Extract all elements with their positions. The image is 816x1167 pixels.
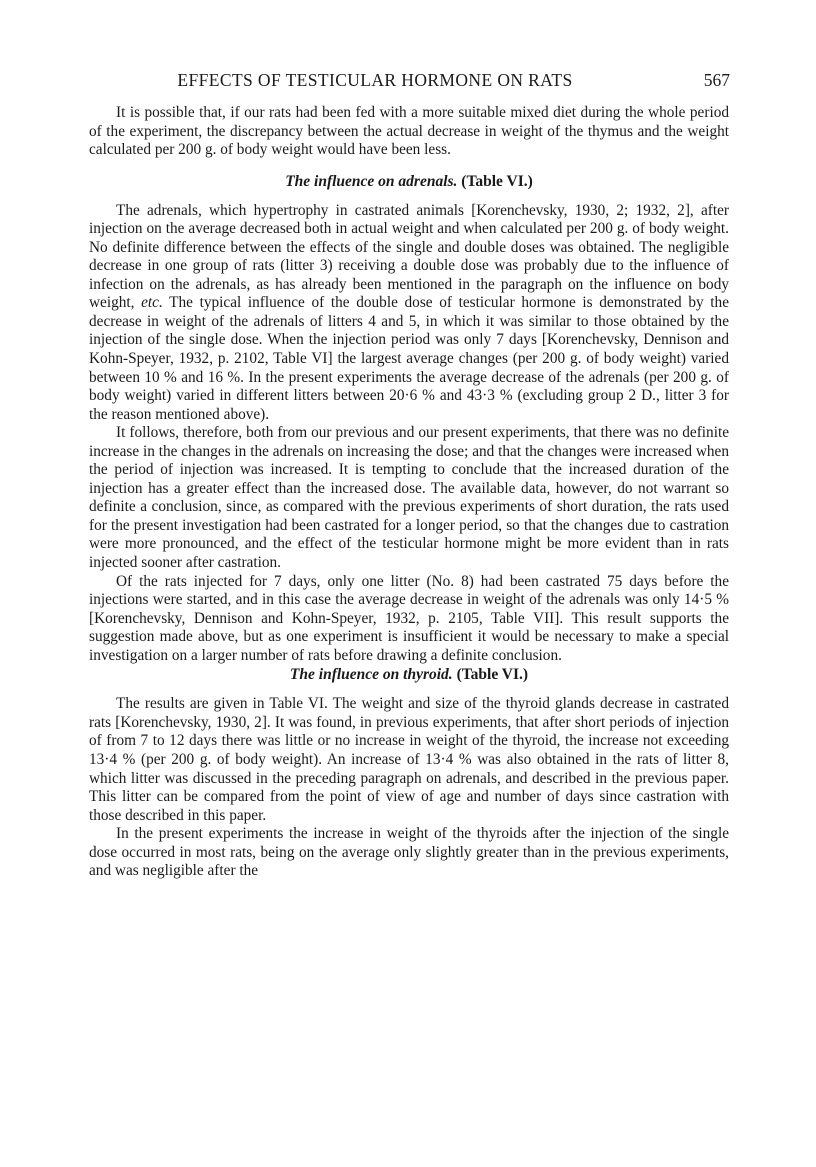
running-title: EFFECTS OF TESTICULAR HORMONE ON RATS — [177, 70, 573, 90]
heading-thyroid-title: The influence on thyroid. — [289, 666, 453, 684]
section-heading-adrenals — [89, 172, 729, 192]
page-header — [80, 70, 730, 94]
paragraph-adrenals-results — [89, 202, 729, 425]
paragraph-adrenals-part-1: The adrenals, which hypertrophy in castrated animals [Korenchevsky, 1930, 2; 1932, 2], after injection on the average decreased both in actual weight and when calculated per 200 g. of body weight. No definite difference between the effects of the single and double doses was obtained. The negligible decrease in one group of rats (litter 3) receiving a double dose was probably due to the influence of infection on the adrenals, as has already been mentioned in the paragraph on the influence on body weight, — [89, 201, 729, 312]
paragraph-adrenals-litter-8: Of the rats injected for 7 days, only one litter (No. 8) had been castrated 75 days before the injections were started, and in this case the average decrease in weight of the adrenals was only 14·5 % [Korenchevsky, Dennison and Kohn-Speyer, 1932, p. 2105, Table VII]. This result supports the suggestion made above, but as one experiment is insufficient it would be necessary to make a special investigation on a larger number of rats before drawing a definite conclusion. — [89, 572, 729, 664]
paragraph-adrenals-conclusion: It follows, therefore, both from our previous and our present experiments, that there was no definite increase in the changes in the adrenals on increasing the dose; and that the changes were increased when the period of injection was increased. It is tempting to conclude that the increased duration of the injection has a greater effect than the increased dose. The available data, however, do not warrant so definite a conclusion, since, as compared with the previous experiments of short duration, the rats used for the present investigation had been castrated for a longer period, so that the changes due to castration were more pronounced, and the effect of the testicular hormone might be more evident than in rats injected sooner after castration. — [89, 424, 729, 572]
heading-thyroid-table-ref: (Table VI.) — [452, 666, 529, 684]
paragraph-thyroid-results: The results are given in Table VI. The weight and size of the thyroid glands decrease in castrated rats [Korenchevsky, 1930, 2]. It was found, in previous experiments, that after short periods of injection of from 7 to 12 days there was little or no increase in weight of the thyroid, the increase not exceeding 13·4 % (per 200 g. of body weight). An increase of 13·4 % was also obtained in the rats of litter 8, which litter was discussed in the preceding paragraph on adrenals, and described in the previous paper. This litter can be compared from the point of view of age and number of days since castration with those described in this paper. — [89, 695, 729, 824]
paragraph-thyroid-single-dose: In the present experiments the increase in weight of the thyroids after the injection of the single dose occurred in most rats, being on the average only slightly greater than in the previous experiments, and was negligible after the — [89, 825, 729, 880]
page-number: 567 — [703, 70, 730, 90]
paragraph-adrenals-etc: etc. — [141, 294, 163, 312]
body-text — [89, 104, 729, 881]
section-heading-thyroid — [89, 665, 729, 685]
paragraph-adrenals-part-2: The typical influence of the double dose of testicular hormone is demonstrated by the decrease in weight of the adrenals of litters 4 and 5, in which it was similar to those obtained by the injection of the single dose. When the injection period was only 7 days [Korenchevsky, Dennison and Kohn-Speyer, 1932, p. 2102, Table VI] the largest average changes (per 200 g. of body weight) varied between 10 % and 16 %. In the present experiments the average decrease of the adrenals (per 200 g. of body weight) varied in different litters between 20·6 % and 43·3 % (excluding group 2 D., litter 3 for the reason mentioned above). — [89, 294, 729, 423]
heading-adrenals-title: The influence on adrenals. — [285, 172, 458, 190]
paragraph-thymus-discrepancy: It is possible that, if our rats had been fed with a more suitable mixed diet during the whole period of the experiment, the discrepancy between the actual decrease in weight of the thymus and the weight calculated per 200 g. of body weight would have been less. — [89, 104, 729, 159]
heading-adrenals-table-ref: (Table VI.) — [457, 172, 533, 190]
